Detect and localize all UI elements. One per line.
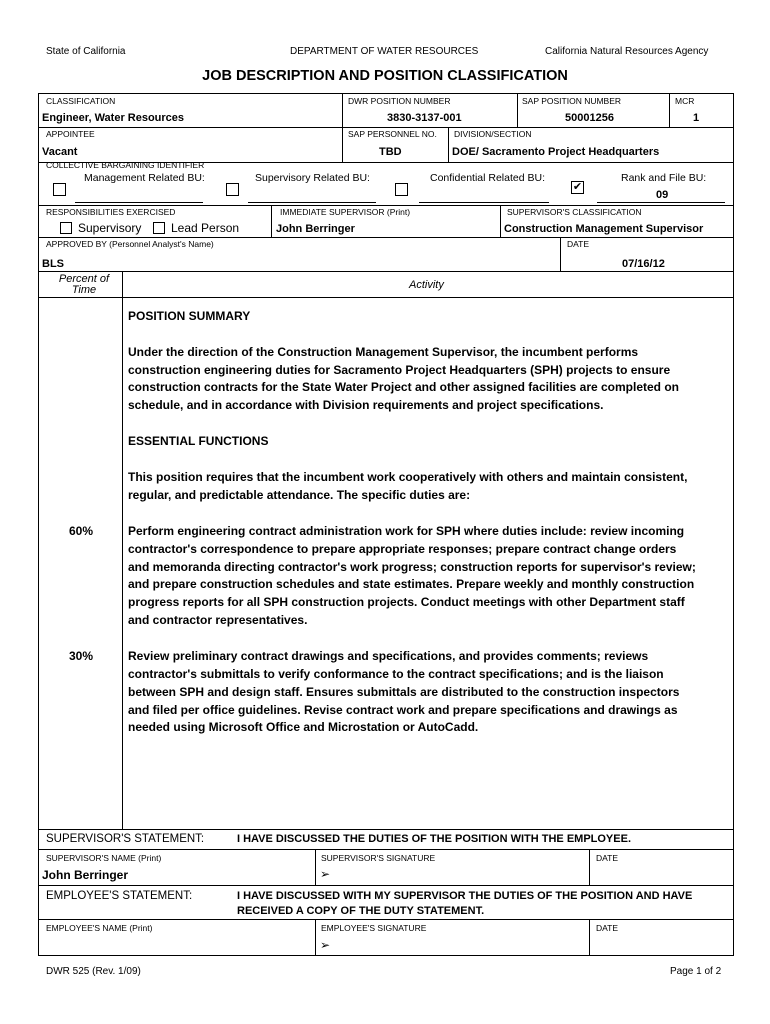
supervisor-statement-label: SUPERVISOR'S STATEMENT: xyxy=(46,833,205,845)
management-bu-label: Management Related BU: xyxy=(84,172,205,184)
sap-personnel-value[interactable]: TBD xyxy=(379,146,402,158)
immediate-supervisor-label: IMMEDIATE SUPERVISOR (Print) xyxy=(280,207,411,217)
supervisor-name-value[interactable]: John Berringer xyxy=(42,868,129,882)
page-title: JOB DESCRIPTION AND POSITION CLASSIFICATION xyxy=(202,68,568,84)
employee-date-label: DATE xyxy=(596,923,619,933)
duty1-line: Perform engineering contract administration work for SPH where duties include: review incoming xyxy=(128,524,685,538)
immediate-supervisor-value[interactable]: John Berringer xyxy=(276,223,355,235)
summary-line: construction contracts for the State Water Project and other assigned facilities are completed on xyxy=(128,380,680,394)
approval-date-label: DATE xyxy=(567,239,590,249)
duty1-line: contractor's correspondence to prepare appropriate responses; prepare contract change orders xyxy=(128,542,677,556)
summary-heading: POSITION SUMMARY xyxy=(128,309,251,323)
supervisor-date-label: DATE xyxy=(596,853,619,863)
management-bu-checkbox[interactable] xyxy=(53,183,66,196)
responsibilities-label: RESPONSIBILITIES EXERCISED xyxy=(46,207,176,217)
supervisory-option-label: Supervisory xyxy=(78,221,142,235)
supervisor-classification-label: SUPERVISOR'S CLASSIFICATION xyxy=(507,207,642,217)
rank-file-bu-label: Rank and File BU: xyxy=(621,172,707,184)
department-label: DEPARTMENT OF WATER RESOURCES xyxy=(290,46,479,57)
rank-file-bu-checkbox[interactable]: ✔ xyxy=(572,181,583,193)
division-value[interactable]: DOE/ Sacramento Project Headquarters xyxy=(452,146,660,158)
confidential-bu-label: Confidential Related BU: xyxy=(430,172,545,184)
employee-statement-label: EMPLOYEE'S STATEMENT: xyxy=(46,890,193,902)
supervisor-signature-arrow-icon[interactable]: ➢ xyxy=(320,867,331,881)
approved-by-value[interactable]: BLS xyxy=(42,258,64,270)
duty2-line: contractor's submittals to verify conformance to the contract specifications; and is the liaison xyxy=(128,667,664,681)
division-label: DIVISION/SECTION xyxy=(454,129,532,139)
duty2-percent: 30% xyxy=(69,649,94,663)
activity-header: Activity xyxy=(409,279,444,291)
form-number: DWR 525 (Rev. 1/09) xyxy=(46,966,141,977)
classification-value[interactable]: Engineer, Water Resources xyxy=(42,112,185,124)
duty2-line: Review preliminary contract drawings and specifications, and provides comments; reviews xyxy=(128,649,649,663)
supervisory-checkbox[interactable] xyxy=(60,222,72,234)
duty2-line: and filed per office guidelines. Revise contract work and prepare specifications and drawings as xyxy=(128,703,678,717)
employee-statement-text: RECEIVED A COPY OF THE DUTY STATEMENT. xyxy=(237,905,485,917)
duty1-line: and contractor representatives. xyxy=(128,613,308,627)
sap-position-label: SAP POSITION NUMBER xyxy=(522,96,622,106)
classification-label: CLASSIFICATION xyxy=(46,96,116,106)
sap-personnel-label: SAP PERSONNEL NO. xyxy=(348,129,437,139)
appointee-value[interactable]: Vacant xyxy=(42,146,78,158)
essential-line: This position requires that the incumbent work cooperatively with others and maintain consistent, xyxy=(128,470,688,484)
rank-file-bu-value[interactable]: 09 xyxy=(656,189,669,201)
essential-heading: ESSENTIAL FUNCTIONS xyxy=(128,434,269,448)
employee-statement-text: I HAVE DISCUSSED WITH MY SUPERVISOR THE DUTIES OF THE POSITION AND HAVE xyxy=(237,890,693,902)
bargaining-label: COLLECTIVE BARGAINING IDENTIFIER xyxy=(46,160,205,170)
supervisor-signature-label: SUPERVISOR'S SIGNATURE xyxy=(321,853,436,863)
supervisory-bu-checkbox[interactable] xyxy=(226,183,239,196)
supervisory-bu-label: Supervisory Related BU: xyxy=(255,172,370,184)
employee-name-label: EMPLOYEE'S NAME (Print) xyxy=(46,923,153,933)
supervisor-name-label: SUPERVISOR'S NAME (Print) xyxy=(46,853,162,863)
time-header: Time xyxy=(71,284,97,296)
essential-line: regular, and predictable attendance. The specific duties are: xyxy=(128,488,471,502)
approval-date-value[interactable]: 07/16/12 xyxy=(622,258,665,270)
duty1-line: progress reports for all SPH construction projects. Conduct meetings with other Department staff xyxy=(128,595,685,609)
duty2-line: needed using Microsoft Office and Microstation or AutoCadd. xyxy=(128,720,479,734)
lead-person-option-label: Lead Person xyxy=(171,221,240,235)
summary-line: Under the direction of the Construction Management Supervisor, the incumbent performs xyxy=(128,345,639,359)
mcr-label: MCR xyxy=(675,96,695,106)
duty1-percent: 60% xyxy=(69,524,94,538)
summary-line: construction engineering duties for Sacramento Project Headquarters (SPH) projects to ensure xyxy=(128,363,671,377)
page-number: Page 1 of 2 xyxy=(670,966,722,977)
dwr-position-label: DWR POSITION NUMBER xyxy=(348,96,451,106)
state-label: State of California xyxy=(46,46,126,57)
duty1-line: and prepare construction schedules and state estimates. Prepare weekly and monthly construction xyxy=(128,577,695,591)
employee-signature-arrow-icon[interactable]: ➢ xyxy=(320,938,331,952)
employee-signature-label: EMPLOYEE'S SIGNATURE xyxy=(321,923,427,933)
appointee-label: APPOINTEE xyxy=(46,129,95,139)
mcr-value[interactable]: 1 xyxy=(693,112,700,124)
dwr-position-value[interactable]: 3830-3137-001 xyxy=(387,112,462,124)
approved-by-label: APPROVED BY (Personnel Analyst's Name) xyxy=(46,239,214,249)
duty2-line: between SPH and design staff. Ensures submittals are distributed to the construction inspectors xyxy=(128,685,680,699)
summary-line: schedule, and in accordance with Division requirements and project specifications. xyxy=(128,398,604,412)
lead-person-checkbox[interactable] xyxy=(153,222,165,234)
percent-header: Percent of xyxy=(58,273,110,285)
duty1-line: and memoranda directing contractor's work progress; construction reports for supervisor's review; xyxy=(128,560,696,574)
sap-position-value[interactable]: 50001256 xyxy=(565,112,614,124)
supervisor-statement-text: I HAVE DISCUSSED THE DUTIES OF THE POSITION WITH THE EMPLOYEE. xyxy=(237,833,631,845)
agency-label: California Natural Resources Agency xyxy=(545,46,709,57)
confidential-bu-checkbox[interactable] xyxy=(395,183,408,196)
supervisor-classification-value[interactable]: Construction Management Supervisor xyxy=(504,223,704,235)
